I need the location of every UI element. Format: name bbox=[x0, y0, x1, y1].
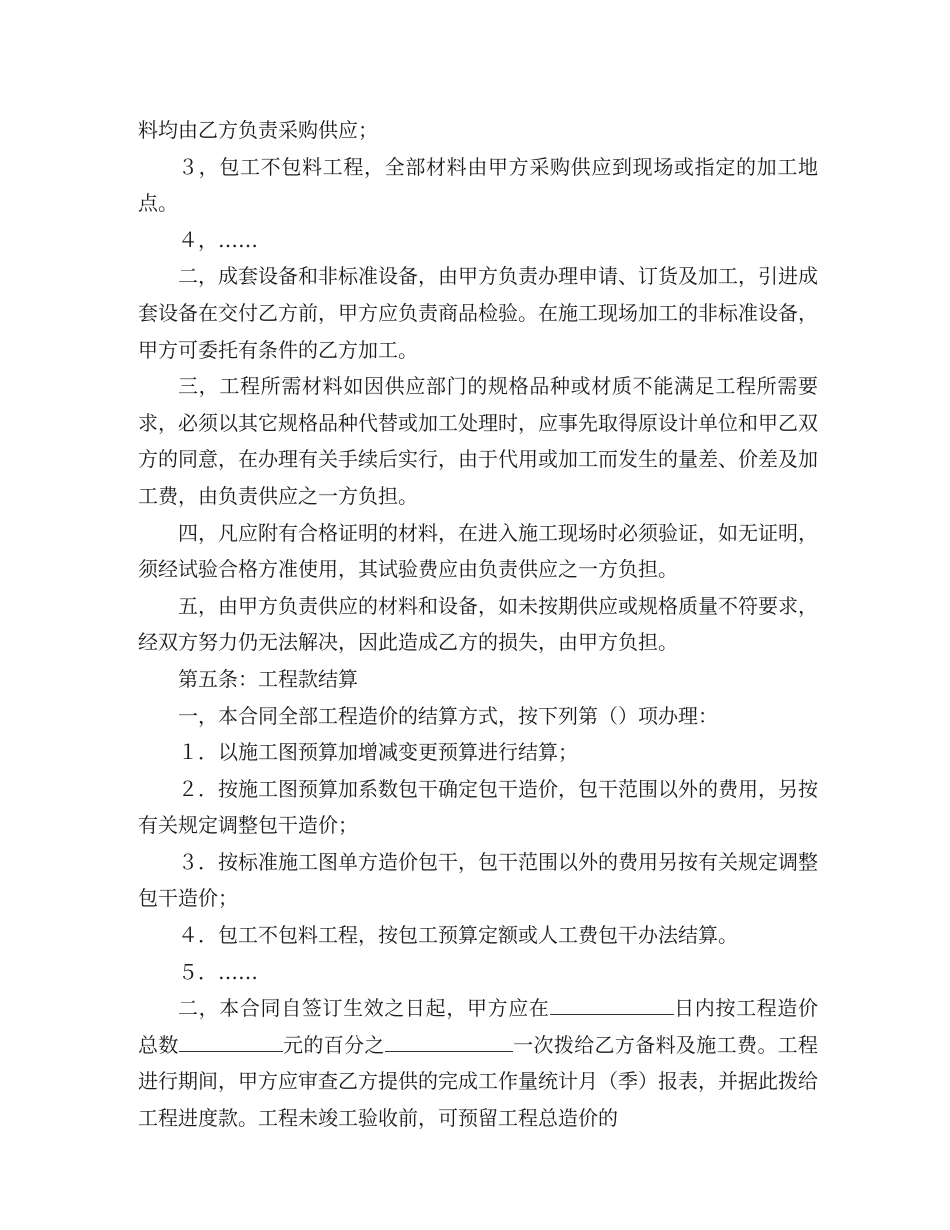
settlement-option-5: ５．…… bbox=[178, 959, 258, 984]
paragraph-advance-payment bbox=[138, 990, 818, 1136]
paragraph-item-3: ３，包工不包料工程，全部材料由甲方采购供应到现场或指定的加工地点。 bbox=[138, 154, 818, 216]
settlement-option-2: ２．按施工图预算加系数包干确定包干造价，包干范围以外的费用，另按有关规定调整包干造价； bbox=[138, 776, 818, 838]
total-cost-blank-field[interactable] bbox=[179, 1029, 283, 1052]
advance-text-1: 二，本合同自签订生效之日起，甲方应在 bbox=[178, 996, 550, 1021]
advance-text-3: 元的百分之 bbox=[282, 1032, 385, 1057]
paragraph-settlement-method: 一，本合同全部工程造价的结算方式，按下列第（）项办理： bbox=[178, 703, 718, 728]
paragraph-continuation: 料均由乙方负责采购供应； bbox=[138, 118, 378, 142]
paragraph-item-4: ４，…… bbox=[178, 227, 258, 252]
advance-text-4: 一次拨给乙方备料及施工费。工程进行期间，甲方应审查乙方提供的完成工作量统计月（季）报表，并据此拨给工程进度款。工程未竣工验收前，可预留工程总造价的 bbox=[138, 1032, 819, 1131]
days-blank-field[interactable] bbox=[550, 992, 674, 1015]
settlement-option-1: １．以施工图预算加增减变更预算进行结算； bbox=[178, 740, 578, 765]
article-5-heading: 第五条：工程款结算 bbox=[178, 666, 358, 691]
paragraph-section-2: 二，成套设备和非标准设备，由甲方负责办理申请、订货及加工，引进成套设备在交付乙方前，甲方应负责商品检验。在施工现场加工的非标准设备，甲方可委托有条件的乙方加工。 bbox=[138, 264, 818, 362]
settlement-option-3: ３．按标准施工图单方造价包干，包干范围以外的费用另按有关规定调整包干造价； bbox=[138, 849, 818, 911]
settlement-option-4: ４．包工不包料工程，按包工预算定额或人工费包干办法结算。 bbox=[178, 923, 738, 948]
document-body bbox=[138, 112, 818, 1137]
advance-text-2: 日内按工程造价总数 bbox=[138, 996, 819, 1057]
percent-blank-field[interactable] bbox=[385, 1029, 513, 1052]
paragraph-section-5: 五，由甲方负责供应的材料和设备，如未按期供应或规格质量不符要求，经双方努力仍无法解决，因此造成乙方的损失，由甲方负担。 bbox=[138, 593, 818, 655]
paragraph-section-3: 三，工程所需材料如因供应部门的规格品种或材质不能满足工程所需要求，必须以其它规格品种代替或加工处理时，应事先取得原设计单位和甲乙双方的同意，在办理有关手续后实行，由于代用或加工而发生的量差、价差及加工费，由负责供应之一方负担。 bbox=[138, 374, 818, 508]
paragraph-section-4: 四，凡应附有合格证明的材料，在进入施工现场时必须验证，如无证明，须经试验合格方准使用，其试验费应由负责供应之一方负担。 bbox=[138, 520, 818, 582]
